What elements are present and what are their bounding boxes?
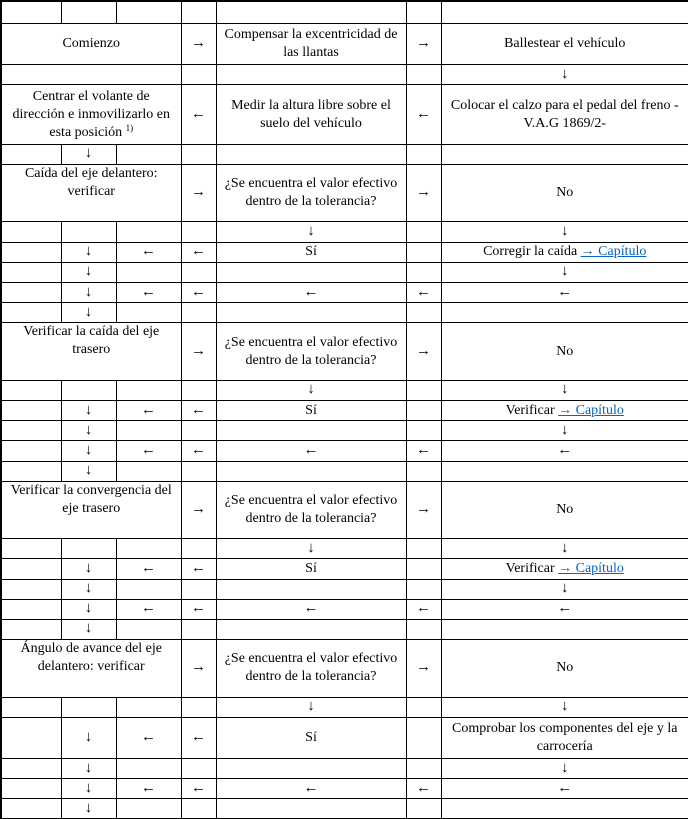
table-row	[1, 461, 688, 481]
empty-cell	[61, 222, 116, 242]
table-row	[1, 262, 688, 282]
empty-cell	[61, 380, 116, 400]
empty-cell	[1, 222, 61, 242]
left-arrow: ←	[181, 717, 216, 758]
empty-cell	[406, 65, 441, 85]
down-arrow: ↓	[61, 401, 116, 421]
left-arrow: ←	[441, 779, 688, 799]
empty-cell	[1, 579, 61, 599]
empty-cell	[441, 461, 688, 481]
empty-cell	[1, 759, 61, 779]
footnote-marker: 1)	[125, 122, 134, 133]
down-arrow: ↓	[216, 539, 406, 559]
table-row	[1, 380, 688, 400]
right-arrow: →	[181, 23, 216, 64]
empty-cell	[181, 579, 216, 599]
down-arrow: ↓	[441, 222, 688, 242]
left-arrow: ←	[116, 559, 181, 579]
right-arrow: →	[181, 164, 216, 222]
empty-cell	[181, 539, 216, 559]
left-arrow: ←	[116, 717, 181, 758]
empty-cell	[216, 579, 406, 599]
left-arrow: ←	[216, 599, 406, 619]
table-row	[1, 481, 688, 539]
decision-yes: Sí	[216, 401, 406, 421]
down-arrow: ↓	[441, 539, 688, 559]
step-brake-pedal-tool: Colocar el calzo para el pedal del freno -V.A.G 1869/2-	[441, 85, 688, 145]
empty-cell	[1, 242, 61, 262]
left-arrow: ←	[441, 599, 688, 619]
table-row	[1, 323, 688, 381]
table-row	[1, 619, 688, 639]
empty-cell	[406, 579, 441, 599]
empty-cell	[441, 799, 688, 819]
empty-cell	[181, 262, 216, 282]
empty-cell	[1, 599, 61, 619]
action-verify: Verificar → Capítulo	[441, 401, 688, 421]
down-arrow: ↓	[61, 461, 116, 481]
empty-cell	[116, 539, 181, 559]
decision-question: ¿Se encuentra el valor efectivo dentro de la tolerancia?	[216, 640, 406, 698]
decision-question: ¿Se encuentra el valor efectivo dentro de la tolerancia?	[216, 481, 406, 539]
empty-cell	[1, 779, 61, 799]
empty-cell	[1, 401, 61, 421]
empty-cell	[181, 697, 216, 717]
empty-cell	[116, 579, 181, 599]
empty-cell	[1, 461, 61, 481]
empty-cell	[441, 619, 688, 639]
table-row	[1, 559, 688, 579]
empty-cell	[406, 799, 441, 819]
empty-cell	[406, 759, 441, 779]
left-arrow: ←	[216, 441, 406, 461]
empty-cell	[1, 539, 61, 559]
empty-cell	[1, 799, 61, 819]
action-correct-camber: Corregir la caída → Capítulo	[441, 242, 688, 262]
table-row	[1, 401, 688, 421]
empty-cell	[406, 619, 441, 639]
empty-cell	[116, 799, 181, 819]
left-arrow: ←	[181, 559, 216, 579]
empty-cell	[181, 799, 216, 819]
empty-cell	[181, 759, 216, 779]
right-arrow: →	[181, 481, 216, 539]
decision-yes: Sí	[216, 717, 406, 758]
empty-cell	[181, 65, 216, 85]
empty-cell	[441, 1, 688, 23]
down-arrow: ↓	[61, 579, 116, 599]
chapter-link[interactable]: → Capítulo	[580, 244, 647, 260]
table-row	[1, 599, 688, 619]
table-row	[1, 640, 688, 698]
empty-cell	[441, 144, 688, 164]
empty-cell	[181, 619, 216, 639]
decision-question: ¿Se encuentra el valor efectivo dentro de la tolerancia?	[216, 164, 406, 222]
action-verify: Verificar → Capítulo	[441, 559, 688, 579]
table-row	[1, 23, 688, 64]
empty-cell	[116, 619, 181, 639]
left-arrow: ←	[181, 282, 216, 302]
down-arrow: ↓	[61, 282, 116, 302]
empty-cell	[181, 1, 216, 23]
empty-cell	[116, 421, 181, 441]
empty-cell	[216, 65, 406, 85]
empty-cell	[406, 1, 441, 23]
empty-cell	[116, 461, 181, 481]
empty-cell	[216, 262, 406, 282]
down-arrow: ↓	[441, 262, 688, 282]
empty-cell	[61, 539, 116, 559]
empty-cell	[61, 697, 116, 717]
empty-cell	[181, 421, 216, 441]
table-row	[1, 1, 688, 23]
empty-cell	[406, 697, 441, 717]
empty-cell	[216, 144, 406, 164]
empty-cell	[406, 461, 441, 481]
left-arrow: ←	[116, 282, 181, 302]
down-arrow: ↓	[61, 799, 116, 819]
left-arrow: ←	[181, 85, 216, 145]
empty-cell	[216, 303, 406, 323]
empty-cell	[116, 1, 181, 23]
down-arrow: ↓	[216, 222, 406, 242]
empty-cell	[1, 380, 61, 400]
empty-cell	[116, 759, 181, 779]
left-arrow: ←	[181, 779, 216, 799]
table-row	[1, 421, 688, 441]
table-row	[1, 779, 688, 799]
empty-cell	[116, 380, 181, 400]
empty-cell	[406, 539, 441, 559]
empty-cell	[1, 262, 61, 282]
down-arrow: ↓	[216, 697, 406, 717]
empty-cell	[181, 461, 216, 481]
down-arrow: ↓	[61, 759, 116, 779]
step-check-components: Comprobar los componentes del eje y la carrocería	[441, 717, 688, 758]
table-row	[1, 579, 688, 599]
left-arrow: ←	[116, 242, 181, 262]
left-arrow: ←	[216, 282, 406, 302]
down-arrow: ↓	[61, 441, 116, 461]
step-center-steering: Centrar el volante de dirección e inmovilizarlo en esta posición $^{1)}$	[1, 85, 181, 145]
step-rear-toe: Verificar la convergencia del eje trasero	[1, 481, 181, 539]
table-row	[1, 441, 688, 461]
left-arrow: ←	[181, 401, 216, 421]
empty-cell	[216, 799, 406, 819]
table-row	[1, 164, 688, 222]
empty-cell	[116, 303, 181, 323]
down-arrow: ↓	[61, 619, 116, 639]
right-arrow: →	[406, 164, 441, 222]
left-arrow: ←	[216, 779, 406, 799]
left-arrow: ←	[406, 441, 441, 461]
table-row	[1, 303, 688, 323]
chapter-link[interactable]: → Capítulo	[558, 560, 624, 576]
empty-cell	[116, 144, 181, 164]
down-arrow: ↓	[61, 242, 116, 262]
table-row	[1, 539, 688, 559]
down-arrow: ↓	[61, 779, 116, 799]
step-front-caster: Ángulo de avance del eje delantero: verificar	[1, 640, 181, 698]
left-arrow: ←	[406, 282, 441, 302]
right-arrow: →	[406, 323, 441, 381]
decision-no: No	[441, 323, 688, 381]
table-row	[1, 717, 688, 758]
empty-cell	[441, 303, 688, 323]
left-arrow: ←	[406, 779, 441, 799]
step-measure-height: Medir la altura libre sobre el suelo del vehículo	[216, 85, 406, 145]
empty-cell	[181, 380, 216, 400]
empty-cell	[1, 282, 61, 302]
empty-cell	[406, 717, 441, 758]
empty-cell	[216, 759, 406, 779]
down-arrow: ↓	[61, 421, 116, 441]
step-rear-camber: Verificar la caída del eje trasero	[1, 323, 181, 381]
table-row	[1, 282, 688, 302]
empty-cell	[216, 619, 406, 639]
down-arrow: ↓	[61, 599, 116, 619]
decision-no: No	[441, 164, 688, 222]
down-arrow: ↓	[61, 559, 116, 579]
empty-cell	[406, 222, 441, 242]
empty-cell	[216, 1, 406, 23]
empty-cell	[181, 144, 216, 164]
left-arrow: ←	[441, 441, 688, 461]
decision-no: No	[441, 640, 688, 698]
empty-cell	[1, 441, 61, 461]
right-arrow: →	[406, 481, 441, 539]
decision-yes: Sí	[216, 559, 406, 579]
left-arrow: ←	[116, 441, 181, 461]
left-arrow: ←	[181, 441, 216, 461]
left-arrow: ←	[406, 85, 441, 145]
empty-cell	[406, 559, 441, 579]
decision-question: ¿Se encuentra el valor efectivo dentro de la tolerancia?	[216, 323, 406, 381]
empty-cell	[116, 222, 181, 242]
empty-cell	[1, 303, 61, 323]
down-arrow: ↓	[441, 421, 688, 441]
down-arrow: ↓	[61, 717, 116, 758]
down-arrow: ↓	[61, 144, 116, 164]
left-arrow: ←	[181, 242, 216, 262]
empty-cell	[1, 697, 61, 717]
right-arrow: →	[181, 640, 216, 698]
right-arrow: →	[181, 323, 216, 381]
empty-cell	[216, 461, 406, 481]
table-row	[1, 759, 688, 779]
empty-cell	[1, 717, 61, 758]
table-row	[1, 65, 688, 85]
empty-cell	[61, 1, 116, 23]
down-arrow: ↓	[441, 759, 688, 779]
table-row	[1, 85, 688, 145]
empty-cell	[181, 222, 216, 242]
left-arrow: ←	[406, 599, 441, 619]
table-row	[1, 144, 688, 164]
left-arrow: ←	[181, 599, 216, 619]
empty-cell	[216, 421, 406, 441]
table-row	[1, 242, 688, 262]
step-compensate-runout: Compensar la excentricidad de las llantas	[216, 23, 406, 64]
down-arrow: ↓	[441, 579, 688, 599]
left-arrow: ←	[116, 779, 181, 799]
empty-cell	[116, 262, 181, 282]
empty-cell	[406, 380, 441, 400]
decision-yes: Sí	[216, 242, 406, 262]
down-arrow: ↓	[441, 697, 688, 717]
decision-no: No	[441, 481, 688, 539]
step-start: Comienzo	[1, 23, 181, 64]
down-arrow: ↓	[61, 262, 116, 282]
right-arrow: →	[406, 640, 441, 698]
empty-cell	[1, 1, 61, 23]
empty-cell	[1, 559, 61, 579]
table-row	[1, 799, 688, 819]
down-arrow: ↓	[61, 303, 116, 323]
down-arrow: ↓	[216, 380, 406, 400]
left-arrow: ←	[116, 401, 181, 421]
empty-cell	[406, 144, 441, 164]
empty-cell	[406, 401, 441, 421]
chapter-link[interactable]: → Capítulo	[558, 402, 624, 418]
down-arrow: ↓	[441, 380, 688, 400]
empty-cell	[1, 619, 61, 639]
right-arrow: →	[406, 23, 441, 64]
empty-cell	[1, 144, 61, 164]
empty-cell	[406, 242, 441, 262]
step-front-camber: Caída del eje delantero: verificar	[1, 164, 181, 222]
empty-cell	[1, 421, 61, 441]
empty-cell	[181, 303, 216, 323]
table-row	[1, 222, 688, 242]
down-arrow: ↓	[441, 65, 688, 85]
empty-cell	[406, 421, 441, 441]
left-arrow: ←	[116, 599, 181, 619]
table-row	[1, 697, 688, 717]
step-load-vehicle: Ballestear el vehículo	[441, 23, 688, 64]
left-arrow: ←	[441, 282, 688, 302]
empty-cell	[406, 303, 441, 323]
empty-cell	[116, 697, 181, 717]
empty-cell	[1, 65, 181, 85]
empty-cell	[406, 262, 441, 282]
